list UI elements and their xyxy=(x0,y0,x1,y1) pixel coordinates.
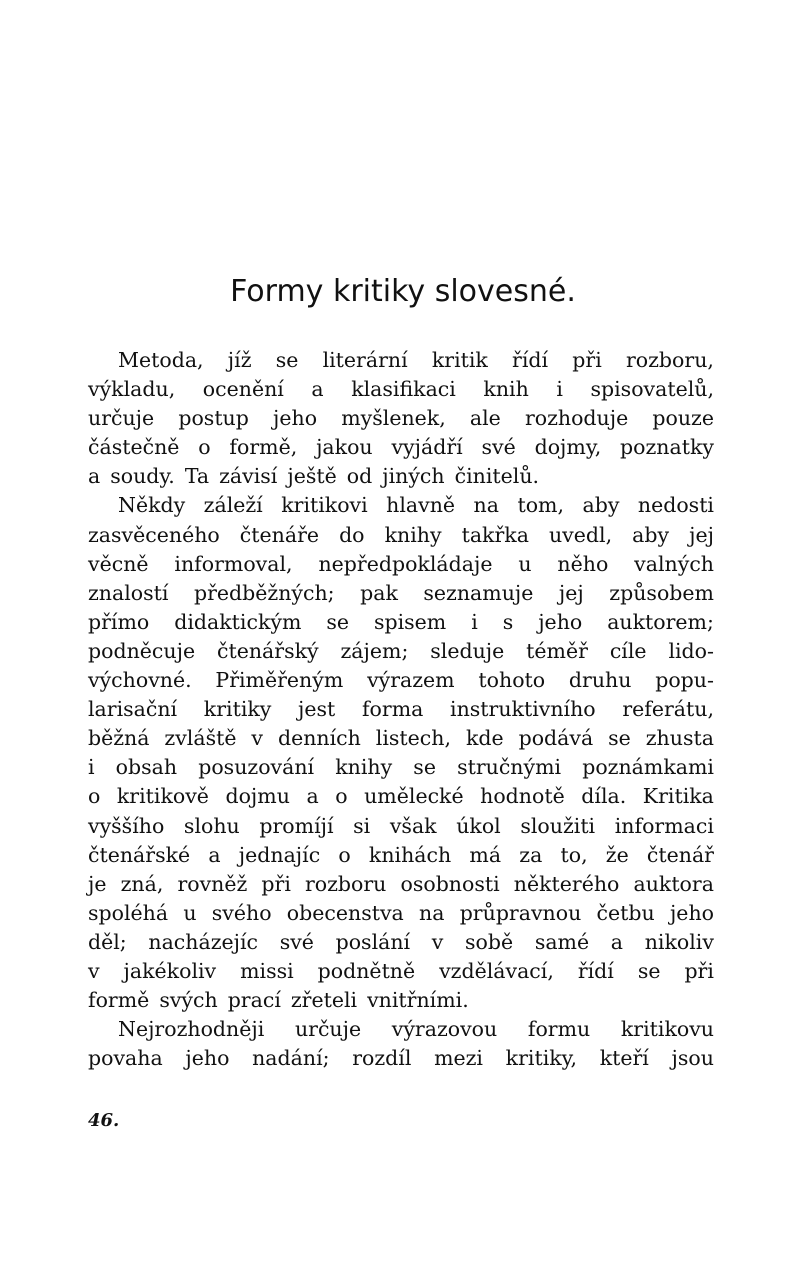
text-word: jednajíc xyxy=(238,842,321,867)
text-line xyxy=(88,462,714,491)
text-line xyxy=(88,841,714,870)
text-word: nacházejíc xyxy=(148,929,259,954)
text-line xyxy=(88,491,714,520)
text-word: stručnými xyxy=(457,755,562,780)
text-word: v xyxy=(251,726,264,751)
text-word: jakékoliv xyxy=(123,958,217,983)
text-word: seznamuje xyxy=(423,580,534,605)
text-word: jeho xyxy=(669,900,714,925)
text-line xyxy=(88,550,714,579)
text-word: aby xyxy=(632,522,670,547)
text-word: kritiky xyxy=(203,697,272,722)
text-word: denních xyxy=(277,726,361,751)
text-word: v xyxy=(88,958,100,983)
text-word: o xyxy=(88,784,101,809)
text-word: dojmu xyxy=(225,784,290,809)
text-word: nedosti xyxy=(637,493,714,518)
text-word: jakou xyxy=(316,435,373,460)
text-word: slohu xyxy=(183,813,240,838)
text-word: sobě xyxy=(465,929,514,954)
text-word: jej xyxy=(689,522,714,547)
text-word: od xyxy=(346,464,373,489)
text-word: činitelů. xyxy=(454,464,540,489)
text-word: pouze xyxy=(652,406,714,431)
text-word: missi xyxy=(240,958,294,983)
text-word: čtenář xyxy=(646,842,714,867)
text-word: listech, xyxy=(375,726,452,751)
text-line xyxy=(88,782,714,811)
text-word: u xyxy=(518,551,532,576)
text-word: nepředpokládaje xyxy=(318,551,493,576)
text-word: uvedl, xyxy=(548,522,613,547)
text-word: podnětně xyxy=(317,958,416,983)
text-word: knihy xyxy=(384,522,442,547)
text-word: a xyxy=(311,377,324,402)
text-word: s xyxy=(502,609,514,634)
text-word: auktora xyxy=(633,871,714,896)
text-word: instruktivního xyxy=(450,697,596,722)
text-line xyxy=(88,1044,714,1073)
text-word: zvláště xyxy=(164,726,237,751)
text-word: děl; xyxy=(88,929,127,954)
text-word: samé xyxy=(534,929,590,954)
text-word: vnitřními. xyxy=(367,988,469,1013)
text-word: osobnosti xyxy=(400,871,500,896)
text-word: informaci xyxy=(614,813,714,838)
text-line xyxy=(88,957,714,986)
text-word: Nejrozhodněji xyxy=(118,1017,265,1042)
text-word: rozboru xyxy=(304,871,387,896)
text-word: jest xyxy=(298,697,336,722)
text-word: spisovatelů, xyxy=(590,377,714,402)
text-word: ještě xyxy=(287,464,337,489)
text-word: a xyxy=(208,842,221,867)
text-word: jeho xyxy=(273,406,318,431)
text-word: jeho xyxy=(185,1046,230,1071)
text-word: ale xyxy=(469,406,501,431)
text-word: na xyxy=(419,900,445,925)
text-word: však xyxy=(389,813,437,838)
text-word: Někdy xyxy=(118,493,186,518)
text-word: zhusta xyxy=(645,726,714,751)
text-word: záleží xyxy=(203,493,263,518)
text-word: výrazem xyxy=(367,668,455,693)
text-word: věcně xyxy=(88,551,149,576)
text-word: soudy. xyxy=(110,464,175,489)
text-line xyxy=(88,521,714,550)
text-word: lido- xyxy=(668,638,714,663)
text-word: zná, xyxy=(120,871,164,896)
text-line xyxy=(88,608,714,637)
text-word: povaha xyxy=(88,1046,163,1071)
text-word: knihách xyxy=(368,842,452,867)
text-word: kritikovi xyxy=(281,493,368,518)
text-word: přímo xyxy=(88,609,150,634)
text-word: takřka xyxy=(461,522,529,547)
text-word: při xyxy=(261,871,291,896)
text-word: posuzování xyxy=(198,755,315,780)
text-word: umělecké xyxy=(364,784,464,809)
text-word: aby xyxy=(582,493,620,518)
text-line xyxy=(88,899,714,928)
text-word: kritiky, xyxy=(505,1046,578,1071)
text-word: svých xyxy=(159,988,218,1013)
text-line xyxy=(88,695,714,724)
text-word: valných xyxy=(634,551,714,576)
text-word: svého xyxy=(211,900,272,925)
text-word: promíjí xyxy=(259,813,334,838)
text-word: o xyxy=(198,435,211,460)
text-word: zájem; xyxy=(340,638,409,663)
text-word: nadání; xyxy=(252,1046,330,1071)
text-word: téměř xyxy=(526,638,588,663)
text-word: běžná xyxy=(88,726,150,751)
text-word: podává xyxy=(518,726,594,751)
text-word: určuje xyxy=(294,1017,362,1042)
text-word: předběžných; xyxy=(193,580,335,605)
text-word: čtenářský xyxy=(217,638,319,663)
text-word: referátu, xyxy=(622,697,714,722)
text-line xyxy=(88,724,714,753)
text-word: spisem xyxy=(373,609,447,634)
text-line xyxy=(88,812,714,841)
text-word: je xyxy=(88,871,107,896)
text-word: klasifikaci xyxy=(351,377,456,402)
text-word: literární xyxy=(322,348,408,372)
body-text xyxy=(88,346,714,1073)
text-word: jej xyxy=(558,580,584,605)
text-word: výkladu, xyxy=(88,377,176,402)
text-word: něho xyxy=(557,551,609,576)
text-word: určuje xyxy=(88,406,155,431)
text-word: jiných xyxy=(382,464,445,489)
text-word: své xyxy=(279,929,314,954)
text-word: poslání xyxy=(335,929,411,954)
text-word: o xyxy=(335,784,348,809)
text-word: a xyxy=(306,784,319,809)
text-word: spoléhá xyxy=(88,900,169,925)
text-word: kritikově xyxy=(116,784,209,809)
text-word: a xyxy=(88,464,101,489)
text-word: se xyxy=(413,755,436,780)
text-word: didaktickým xyxy=(174,609,302,634)
text-word: poznámkami xyxy=(582,755,714,780)
text-word: hlavně xyxy=(386,493,456,518)
text-word: rozhoduje xyxy=(524,406,629,431)
text-word: myšlenek, xyxy=(341,406,446,431)
text-word: čtenářské xyxy=(88,842,191,867)
text-word: informoval, xyxy=(174,551,293,576)
text-word: své xyxy=(481,435,516,460)
text-word: tohoto xyxy=(478,668,546,693)
text-line xyxy=(88,928,714,957)
text-word: Kritika xyxy=(642,784,714,809)
text-word: i xyxy=(471,609,478,634)
text-word: výrazovou xyxy=(391,1017,498,1042)
text-word: ocenění xyxy=(202,377,284,402)
text-word: mezi xyxy=(434,1046,483,1071)
text-word: úkol xyxy=(456,813,501,838)
text-word: při xyxy=(684,958,714,983)
text-word: se xyxy=(608,726,631,751)
text-word: některého xyxy=(513,871,620,896)
text-word: výchovné. xyxy=(88,668,192,693)
text-word: prací xyxy=(227,988,281,1013)
text-word: kde xyxy=(465,726,504,751)
text-word: na xyxy=(473,493,499,518)
page-number: 46. xyxy=(88,1110,120,1131)
text-word: rozboru, xyxy=(625,348,714,372)
text-word: při xyxy=(572,348,602,372)
text-word: druhu xyxy=(568,668,632,693)
text-word: za xyxy=(519,842,543,867)
text-word: zasvěceného xyxy=(88,522,220,547)
text-word: i xyxy=(88,755,95,780)
text-word: i xyxy=(556,377,563,402)
text-line xyxy=(88,637,714,666)
text-word: částečně xyxy=(88,435,180,460)
text-word: kteří xyxy=(599,1046,649,1071)
text-word: způsobem xyxy=(609,580,714,605)
text-line xyxy=(88,433,714,462)
text-word: zřeteli xyxy=(290,988,358,1013)
text-line xyxy=(88,375,714,404)
text-line xyxy=(88,986,714,1015)
text-word: řídí xyxy=(577,958,614,983)
text-word: v xyxy=(431,929,444,954)
text-word: obsah xyxy=(115,755,178,780)
text-word: rozdíl xyxy=(352,1046,412,1071)
text-word: Přiměřeným xyxy=(215,668,344,693)
text-word: řídí xyxy=(512,348,549,372)
text-word: vyššího xyxy=(88,813,165,838)
text-word: se xyxy=(326,609,349,634)
text-word: si xyxy=(353,813,371,838)
text-word: hodnotě xyxy=(480,784,565,809)
text-line xyxy=(88,666,714,695)
text-word: čtenáře xyxy=(239,522,320,547)
text-word: cíle xyxy=(609,638,647,663)
text-word: závisí xyxy=(219,464,278,489)
text-word: průpravnou xyxy=(459,900,582,925)
chapter-title: Formy kritiky slovesné. xyxy=(230,274,576,309)
text-word: se xyxy=(637,958,661,983)
text-word: o xyxy=(338,842,351,867)
text-word: díla. xyxy=(581,784,627,809)
text-word: obecenstva xyxy=(286,900,404,925)
text-line xyxy=(88,1015,714,1044)
text-word: jsou xyxy=(671,1046,714,1071)
text-word: poznatky xyxy=(620,435,714,460)
text-word: znalostí xyxy=(88,580,169,605)
text-word: postup xyxy=(178,406,249,431)
text-word: do xyxy=(339,522,365,547)
text-word: dojmy, xyxy=(534,435,602,460)
text-word: jíž xyxy=(227,348,252,372)
text-word: kritikovu xyxy=(620,1017,714,1042)
text-word: sloužiti xyxy=(520,813,596,838)
text-word: forma xyxy=(361,697,424,722)
text-word: nikoliv xyxy=(644,929,714,954)
text-word: popu- xyxy=(655,668,714,693)
text-line xyxy=(88,404,714,433)
text-word: rovněž xyxy=(177,871,248,896)
text-word: Metoda, xyxy=(118,348,204,372)
text-word: kritik xyxy=(431,348,488,372)
text-word: Ta xyxy=(184,464,210,489)
text-word: má xyxy=(469,842,502,867)
text-word: vyjádří xyxy=(391,435,463,460)
text-word: se xyxy=(275,348,299,372)
text-word: a xyxy=(610,929,624,954)
text-word: sleduje xyxy=(430,638,505,663)
text-word: u xyxy=(183,900,197,925)
text-word: formě, xyxy=(229,435,298,460)
text-line xyxy=(88,579,714,608)
text-line xyxy=(88,753,714,782)
text-word: auktorem; xyxy=(607,609,714,634)
text-word: vzdělávací, xyxy=(439,958,554,983)
text-word: knihy xyxy=(335,755,393,780)
text-word: tom, xyxy=(517,493,564,518)
text-line xyxy=(88,870,714,899)
text-word: to, xyxy=(560,842,588,867)
text-word: že xyxy=(605,842,629,867)
text-word: jeho xyxy=(538,609,583,634)
text-word: četbu xyxy=(596,900,655,925)
text-word: pak xyxy=(360,580,398,605)
text-line xyxy=(88,346,714,375)
text-word: larisační xyxy=(88,697,178,722)
text-word: knih xyxy=(483,377,529,402)
text-word: formu xyxy=(527,1017,591,1042)
text-word: podněcuje xyxy=(88,638,196,663)
text-word: formě xyxy=(88,988,150,1013)
